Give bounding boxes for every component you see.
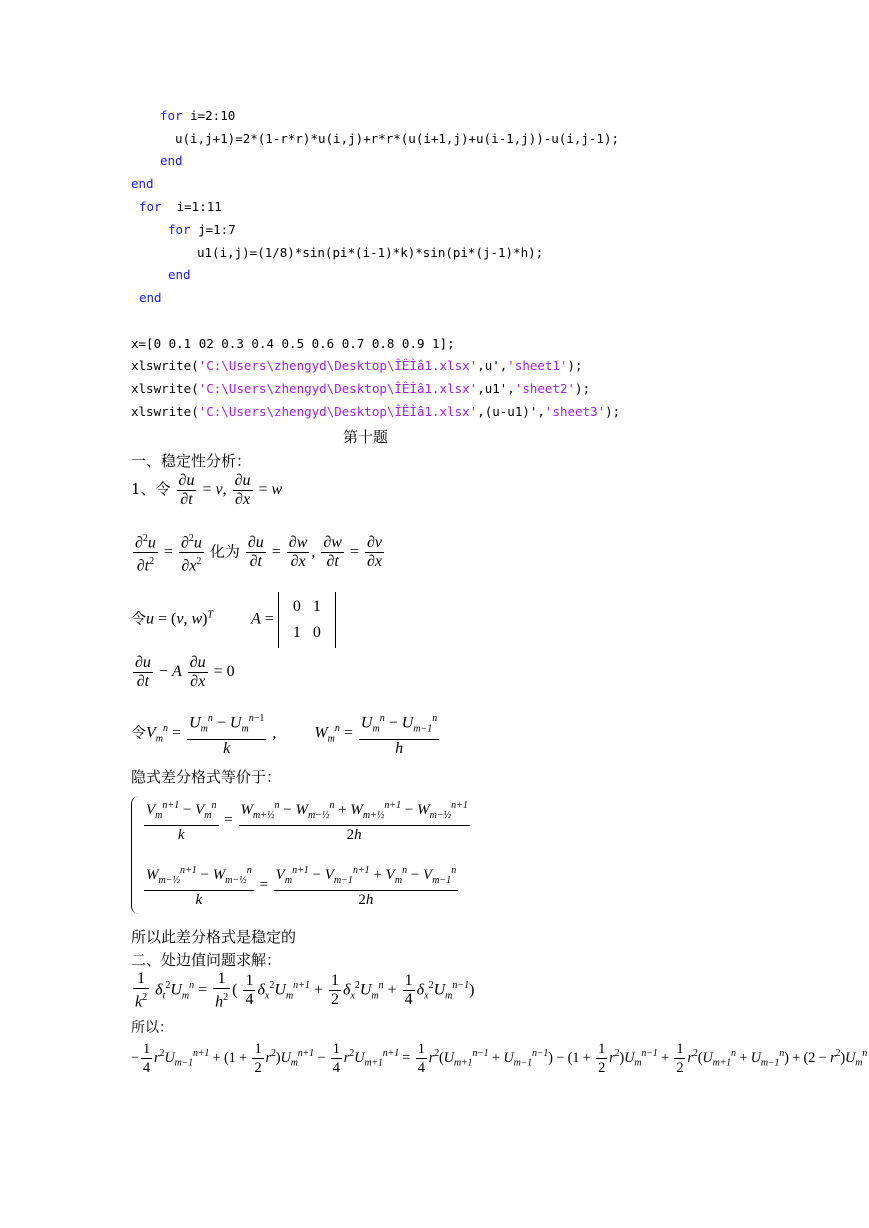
equation-5: 令$V_m^n$ = $\frac{U_m^n - U_m^{n-1}}{k}$ , $W_m^n$ = $\frac{U_m^n - U_{m-1}^n}{h}$ [131,710,441,758]
code-xls-3: xlswrite('C:\Users\zhengyd\Desktop\ÎÊÌâ1.xlsx',(u-u1)','sheet3'); [131,404,621,419]
code-line-3: end [160,153,183,168]
equation-1: 1、令 $\frac{\partial u}{\partial t}$ = v, $\frac{\partial u}{\partial x}$ = w [131,472,283,508]
equation-3: 令u = (v, w)$^T$ A = 0 1 1 0 [131,592,336,648]
implicit-scheme-text: 隐式差分格式等价于： [131,768,282,786]
code-line-7: u1(i,j)=(1/8)*sin(pi*(i-1)*k)*sin(pi*(j-1)*h); [197,245,544,260]
code-line-5: for i=1:11 [139,199,222,214]
code-line-6: for j=1:7 [168,222,236,237]
code-line-1: for i=2:10 [160,108,236,123]
code-xls-1: xlswrite('C:\Users\zhengyd\Desktop\ÎÊÌâ1.xlsx',u','sheet1'); [131,358,583,373]
code-line-4: end [131,176,154,191]
section-1-heading: 一、稳定性分析： [131,452,252,470]
code-xls-2: xlswrite('C:\Users\zhengyd\Desktop\ÎÊÌâ1.xlsx',u1','sheet2'); [131,381,591,396]
system-brace [131,796,142,914]
equation-4: $\frac{\partial u}{\partial t}$ − A $\frac{\partial u}{\partial x}$ = 0 [135,654,235,690]
equation-6a: $\frac{V_m^{n+1} - V_m^n}{k}$ = $\frac{W_{m+\frac{1}{2}}^n - W_{m-\frac{1}{2}}^n + W_{m+\frac{1}{2}}^{n+1} - W_{m-\frac{1}{2}}^{n+1}}{2h}$ [142,797,472,844]
section-2-heading: 二、处边值问题求解： [131,951,282,969]
equation-6b: $\frac{W_{m-\frac{1}{2}}^{n+1} - W_{m-\frac{1}{2}}^n}{k}$ = $\frac{V_m^{n+1} - V_{m-1}^{n+1} + V_m^n - V_{m-1}^n}{2h}$ [142,862,460,909]
code-line-9: end [139,290,162,305]
code-x-line: x=[0 0.1 02 0.3 0.4 0.5 0.6 0.7 0.8 0.9 1]; [131,336,455,351]
page-title: 第十题 [343,428,389,446]
stable-conclusion: 所以此差分格式是稳定的 [131,928,297,946]
equation-2: $\frac{\partial^2u}{\partial t^2}$ = $\frac{\partial^2u}{\partial x^2}$ 化为 $\frac{\partial u}{\partial t}$ = $\frac{\partial w}{\partial x}$ , $\frac{\partial w}{\partial t}$ = $\frac{\partial v}{\partial x}$ [131,530,386,576]
code-line-2: u(i,j+1)=2*(1-r*r)*u(i,j)+r*r*(u(i+1,j)+u(i-1,j))-u(i,j-1); [175,131,620,146]
equation-7: $\frac{1}{k^2}$ $\delta_t^2U_m^n$ = $\frac{1}{h^2}$ ( $\frac{1}{4}$ $\delta_x^2U_m^{n+1}$ + $\frac{1}{2}$ $\delta_x^2U_m^n$ + $\frac{1}{4}$ $\delta_x^2U_m^{n-1}$) [135,970,475,1011]
equation-8: − $\frac{1}{4}$ $r^2U_{m-1}^{n+1} + (1$ + $\frac{1}{2}$ $r^2)U_m^{n+1}$ − $\frac{1}{4}$ $r^2U_{m+1}^{n+1}$ = $\frac{1}{4}$ $r^2(U_{m+1}^{n-1} + U_{m-1}^{n-1}) - (1$ + $\frac{1}{2}$ $r^2)U_m^{n-1}$ + $\frac{1}{2}$ $r^2(U_{m+1}^n + U_{m-1}^n) + (2 - r^2)U_m^n$ [131,1041,868,1076]
so-text: 所以： [131,1020,173,1036]
code-line-8: end [168,267,191,282]
